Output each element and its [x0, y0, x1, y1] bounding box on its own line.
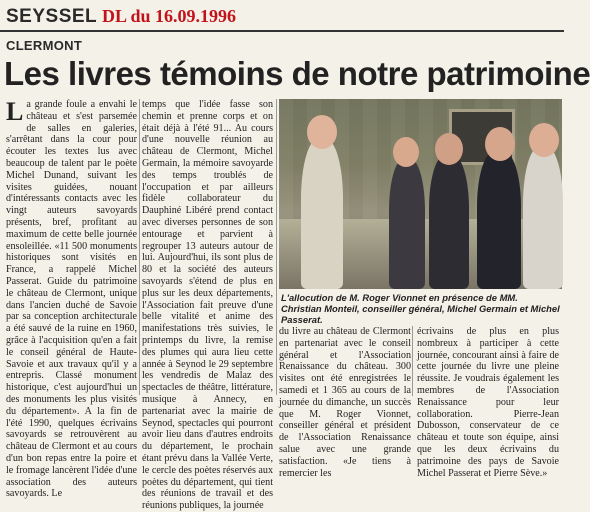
person-head: [485, 127, 515, 161]
column-3-text: du livre au château de Clermont en partenariat avec le conseil général et l'Association Renaissance du château. 300 visites ont été enregistrées le samedi et 1 365 au cours de la journée du dimanche, un succès que M. Roger Vionnet, conseiller général et président de l'Association Renaissance salue avec une grande satisfaction. «Je tiens à remercier les: [279, 326, 411, 479]
handwritten-date: DL du 16.09.1996: [102, 6, 237, 26]
person: [477, 151, 521, 289]
header-rule: [0, 30, 564, 32]
person-head: [529, 123, 559, 157]
column-divider: [139, 99, 140, 395]
clipping-header: [2, 4, 562, 32]
person: [523, 147, 563, 289]
column-2-text: temps que l'idée fasse son chemin et prenne corps et on était déjà à l'été 91... Au cours d'une nouvelle réunion au château de Clermont, Michel Germain, la mémoire savoyarde des temps troublés de l'occupation et par ailleurs fidèle collaborateur du Dauphiné Libéré prend contact avec diverses personnes de son entourage et parvient à regrouper 13 auteurs autour de lui. Aujourd'hui, ils sont plus de 80 et la société des auteurs savoyards s'étend de plus en plus sur les deux départements, l'Association fait preuve d'une belle vitalité et anime des manifestations très suivies, le printemps du livre, la remise des plumes qui aura lieu cette année à Seynod le 29 septembre les vendredis de Malaz des spectacles de théâtre, littérature, musique à Annecy, en partenariat avec la mairie de Seynod, spectacles qui pourront avoir lieu dans d'autres endroits du département, le prochain étant prévu dans la Vallée Verte, le cercle des poètes réservés aux poètes du département, qui tient des réunions de travail et des réunions publiques, la journée: [142, 99, 273, 512]
town-name: SEYSSEL: [6, 6, 98, 27]
article-column-3: [279, 326, 411, 479]
article-headline: Les livres témoins de notre patrimoine: [4, 55, 590, 92]
person-speaker: [301, 139, 343, 289]
photo-caption: L'allocution de M. Roger Vionnet en présence de MM. Christian Monteil, conseiller général, Michel Germain et Michel Passerat.: [281, 292, 560, 325]
column-divider: [276, 99, 277, 395]
article-column-1: [6, 97, 137, 500]
person-head: [393, 137, 419, 167]
person: [389, 159, 425, 289]
dropcap: L: [6, 97, 24, 126]
person-head: [307, 115, 337, 149]
column-divider: [412, 326, 413, 396]
article-place: CLERMONT: [6, 38, 83, 53]
column-4-text: écrivains de plus en plus nombreux à participer à cette journée, concourant ainsi à faire de cette journée du livre une pleine réussite. Je voudrais également les membres de l'Association Renaissance pour leur collaboration. Pierre-Jean Dubosson, conservateur de ce château et toute son équipe, ainsi que les deux écrivains du patrimoine des pays de Savoie Michel Passerat et Pierre Sève.»: [417, 326, 559, 479]
person: [429, 155, 469, 289]
person-head: [435, 133, 463, 165]
column-1-text: a grande foule a envahi le château et s'est parsemée de salles en galeries, s'arrêtant dans la cour pour écouter les textes lus avec beaucoup de talent par le poète Michel Dunand, suivant les visites guidées, nouant d'intéressants contacts avec les vingt auteurs savoyards présents, bref, profitant au maximum de cette belle journée ensoleillée. «11 500 monuments historiques sont visités en France, a rappelé Michel Passerat. Guide du patrimoine le château de Clermont, unique dans l'ancien duché de Savoie par sa conception architecturale a été sauvé de la ruine en 1960, grâce à l'acquisition qu'en a fait le conseil général de Haute-Savoie et aux travaux qu'il y a entrepris. Classé monument historique, c'est aujourd'hui un des monuments les plus visités du département». A la fin de l'été 1990, quelques écrivains savoyards se retrouvèrent au château de Clermont et au cours d'un bon repas entre la poire et le fromage lancèrent l'idée d'une association des auteurs savoyards. Le: [6, 99, 137, 500]
article-column-2: [142, 99, 273, 512]
event-photo: [279, 99, 562, 289]
article-column-4: [417, 326, 559, 479]
